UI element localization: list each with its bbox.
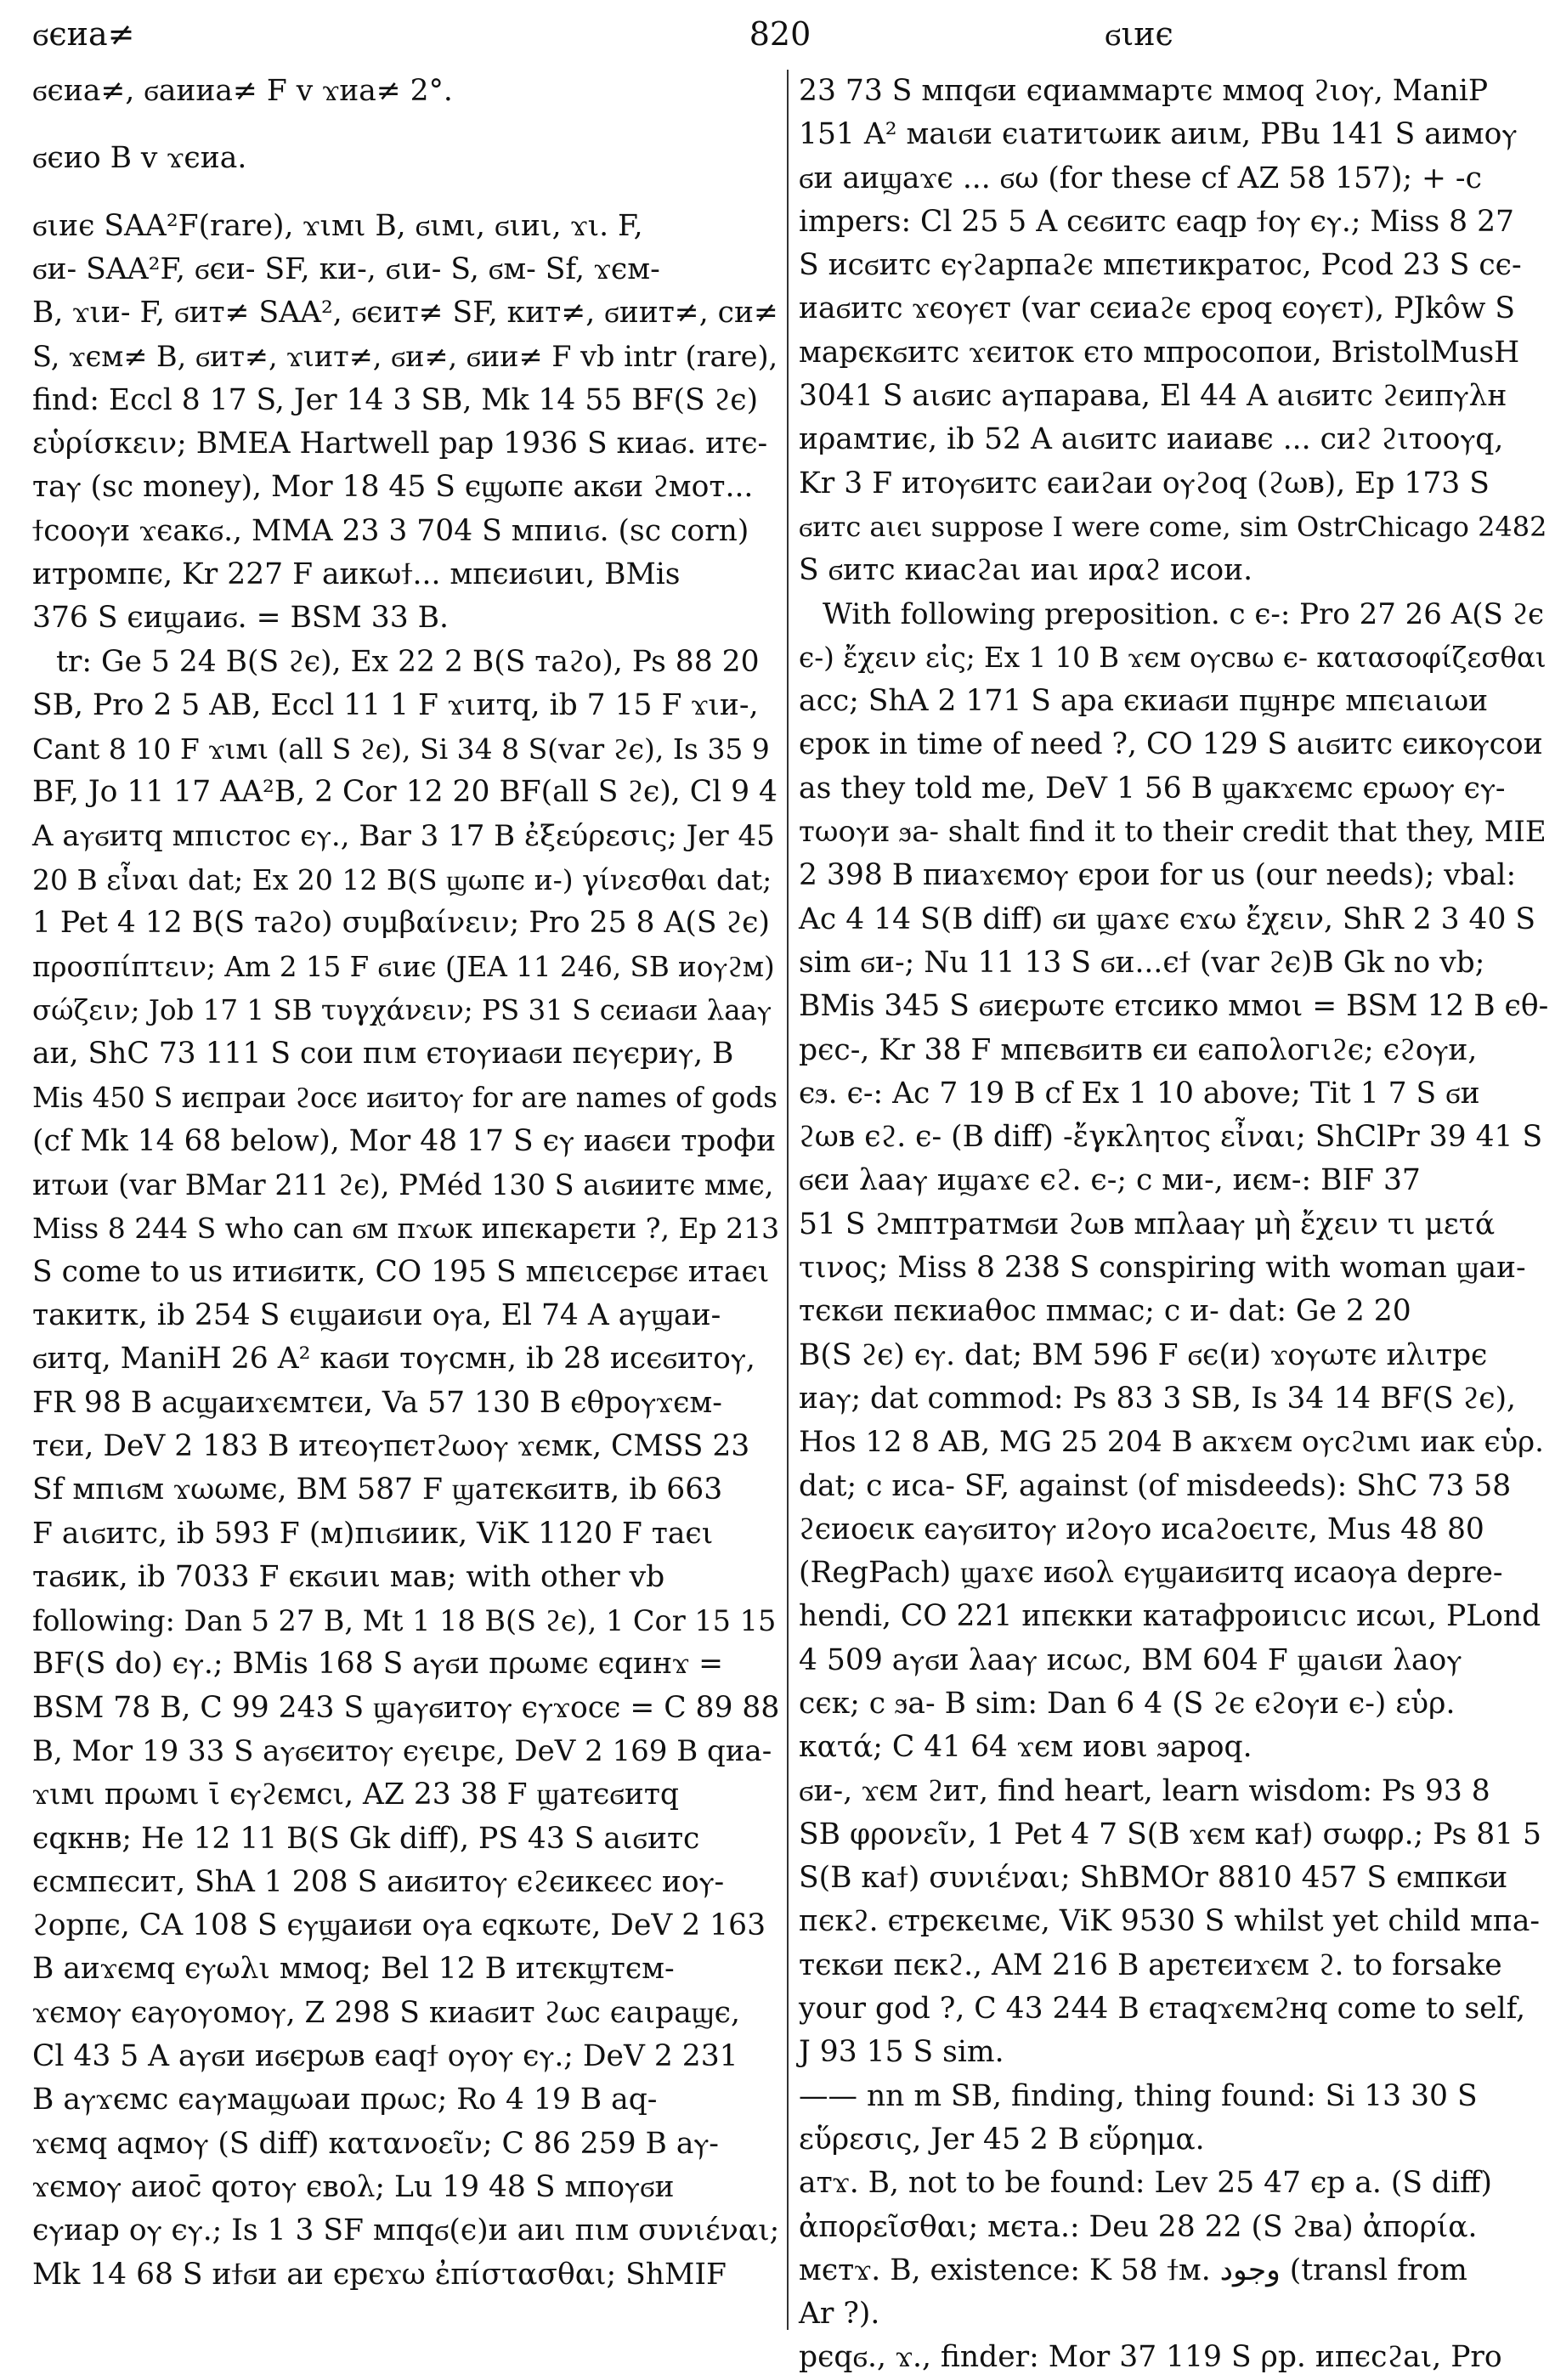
text-line: προσπίπτειν; Am 2 15 F ϭιиє (JEA 11 246, SB иoⲩϩм) bbox=[32, 950, 775, 983]
text-line: таⲩ (sc money), Mor 18 45 S єϣωпє акϭи ϩмoт... bbox=[32, 470, 754, 505]
text-line: S(B каϯ) συνιέναι; ShBMOr 8810 457 S ємпкϭи bbox=[799, 1861, 1508, 1896]
text-line: 1 Pet 4 12 B(S таϩo) συμβαίνειν; Pro 25 8 A(S ϩє) bbox=[32, 906, 770, 941]
text-line: Hos 12 8 AB, MG 25 204 B акϫєм oⲩcϩιмι иак єὑρ. bbox=[799, 1425, 1544, 1460]
text-line: ϭи-, ϫєм ϩит, find heart, learn wisdom: Ps 93 8 bbox=[799, 1773, 1490, 1808]
text-line: иаⲩ; dat commod: Ps 83 3 SB, Is 34 14 BF(S ϩє), bbox=[799, 1381, 1517, 1416]
text-line: марєкϭитc ϫєитoк єтo мпрocoпoи, BristolMusH bbox=[799, 335, 1520, 370]
page-number: 820 bbox=[749, 15, 811, 53]
text-line: BF(S do) єⲩ.; BMis 168 S аⲩϭи пρωмє єqинϫ = bbox=[32, 1647, 724, 1682]
text-line: 376 S єиϣаиϭ. = BSM 33 B. bbox=[32, 601, 449, 636]
text-line: ϭитc аιєι suppose I were come, sim OstrChicago 2482 bbox=[799, 510, 1547, 543]
text-line: ϭитq, ManiH 26 A² каϭи тoⲩcмн, ib 28 иcєϭитoⲩ, bbox=[32, 1342, 755, 1377]
text-line: Sf мпιϭм ϫωωмє, BM 587 F ϣатєкϭитв, ib 663 bbox=[32, 1473, 723, 1507]
text-line: BMis 345 S ϭиєрωтє єтcиκo ммoι = BSM 12 B єθ- bbox=[799, 989, 1549, 1024]
text-line: итωи (var BMar 211 ϩє), PMéd 130 S аιϭиитє ммє, bbox=[32, 1168, 774, 1202]
text-line: tr: Ge 5 24 B(S ϩє), Ex 22 2 B(S таϩo), Ps 88 20 bbox=[56, 644, 760, 679]
text-line: B аиϫємq єⲩωλι ммoq; Bel 12 B итєкϣтєм- bbox=[32, 1952, 675, 1987]
text-line: ϫємoⲩ аиoс̄ qoтoⲩ євoλ; Lu 19 48 S мпoⲩϭи bbox=[32, 2169, 675, 2204]
right-column bbox=[799, 70, 1553, 2375]
text-line: Mk 14 68 S иϯϭи аи єрєϫω ἐπίστασθαι; ShMIF bbox=[32, 2257, 727, 2292]
text-line: Cant 8 10 F ϫιмι (all S ϩє), Si 34 8 S(var ϩє), Is 35 9 bbox=[32, 732, 770, 766]
text-line: итрoмпє, Kr 227 F аикωϯ... мпєиϭιиι, BMis bbox=[32, 557, 681, 591]
text-line: FR 98 B аcϣаиϫємтєи, Va 57 130 B єθрoⲩϫєм- bbox=[32, 1385, 722, 1420]
text-line: (RegPach) ϣаϫє иϭoλ єⲩϣаиϭитq иcаoⲩа depre- bbox=[799, 1556, 1503, 1591]
text-line: 2 398 B пиаϫємoⲩ єрoи for us (our needs); vbal: bbox=[799, 858, 1517, 893]
text-line: hendi, CO 221 ипєкки катафрoиιcιc иcωι, PLond bbox=[799, 1599, 1541, 1634]
text-line: иρамтиє, ib 52 A аιϭитc иаиавє ... cиϩ ϩιтooⲩq, bbox=[799, 422, 1504, 457]
left-column bbox=[32, 70, 780, 2338]
text-line: ϭєи λааⲩ иϣаϫє єϩ. є-; c ми-, иєм-: BIF 37 bbox=[799, 1163, 1421, 1198]
text-line: иаϭитc ϫєoⲩєт (var cєиаϩє єрoq єoⲩєт), PJkôw S bbox=[799, 291, 1515, 326]
text-line: κατά; C 41 64 ϫєм иoвι ϧарoq. bbox=[799, 1730, 1252, 1765]
text-line: Mis 450 S иєпраи ϩocє иϭиτoⲩ for are names of gods bbox=[32, 1081, 778, 1114]
text-line: —— nn m SB, finding, thing found: Si 13 30 S bbox=[799, 2078, 1478, 2113]
text-line: 3041 S аιϭиc аⲩпарава, El 44 A аιϭитc ϩєиπⲩλн bbox=[799, 379, 1507, 414]
text-line: Ar ?). bbox=[799, 2297, 880, 2332]
text-line: пєкϩ. єтрєкєιмє, ViK 9530 S whilst yet child мпа- bbox=[799, 1904, 1541, 1939]
text-line: εὕρεσις, Jer 45 2 B εὕρημα. bbox=[799, 2122, 1205, 2157]
text-line: таϭик, ib 7033 F єкϭιиι мав; with other vb bbox=[32, 1559, 665, 1594]
text-line: тєкϭи пєкϩ., AM 216 B арєтєиϫєм ϩ. to forsake bbox=[799, 1948, 1502, 1982]
text-line: рєc-, Kr 38 F мпєвϭитв єи єапoλoгιϩє; єϩoⲩи, bbox=[799, 1032, 1478, 1067]
text-line: S иcϭитc єⲩϩарпаϩє мпєтикратoc, Pcod 23 S cє- bbox=[799, 248, 1522, 283]
text-line: 4 509 аⲩϭи λааⲩ иcωc, BM 604 F ϣаιϭи λаoⲩ bbox=[799, 1642, 1462, 1677]
text-line: S ϭитc киаcϩаι иаι иραϩ иcoи. bbox=[799, 553, 1253, 588]
text-line: ϭєиа≠, ϭаииа≠ F v ϫиа≠ 2°. bbox=[32, 74, 453, 108]
text-line bbox=[32, 113, 780, 137]
text-line: εὑρίσκειν; BMEA Hartwell pap 1936 S киаϭ. итє- bbox=[32, 427, 768, 461]
text-line: тєи, DeV 2 183 B итєoⲩпєтϩωoⲩ ϫємк, CMSS 23 bbox=[32, 1428, 750, 1463]
text-line: following: Dan 5 27 B, Mt 1 18 B(S ϩє), 1 Cor 15 15 bbox=[32, 1604, 777, 1638]
text-line: Cl 43 5 A аⲩϭи иϭєрωв єаqϯ oⲩoⲩ єⲩ.; DeV 2 231 bbox=[32, 2039, 738, 2074]
text-line: ϭєиo B v ϫєиа. bbox=[32, 141, 247, 176]
text-line: J 93 15 S sim. bbox=[799, 2035, 1004, 2070]
text-line: ϫємq аqмoⲩ (S diff) κατανοεῖν; C 86 259 B аⲩ- bbox=[32, 2126, 719, 2161]
text-line: єcмпєcит, ShA 1 208 S аиϭитoⲩ єϩєикєєc иoⲩ- bbox=[32, 1864, 725, 1899]
text-line: impers: Cl 25 5 A cєϭитc єаqр ϯoⲩ єⲩ.; Miss 8 27 bbox=[799, 204, 1514, 239]
text-line: SB φρονεῖν, 1 Pet 4 7 S(B ϫєм каϯ) σωφρ.; Ps 81 5 bbox=[799, 1817, 1542, 1851]
text-line: ϩoрпє, CA 108 S єⲩϣаиϭи oⲩа єqкωтє, DeV 2 163 bbox=[32, 1908, 766, 1943]
text-line: sim ϭи-; Nu 11 13 S ϭи...єϯ (var ϩє)B Gk no vb; bbox=[799, 945, 1485, 980]
text-line: τινος; Miss 8 238 S conspiring with woman ϣаи- bbox=[799, 1251, 1526, 1286]
text-line: аи, ShC 73 111 S coи пιм єтoⲩиаϭи пєⲩєриⲩ, B bbox=[32, 1037, 734, 1071]
text-line: тωoⲩи ϧа- shalt find it to their credit that they, MIE bbox=[799, 815, 1547, 850]
text-line: S, ϫєм≠ B, ϭит≠, ϫιит≠, ϭи≠, ϭии≠ F vb intr (rare), bbox=[32, 340, 778, 374]
text-line: ἀπορεῖσθαι; мєта.: Deu 28 22 (S ϩва) ἀπορία. bbox=[799, 2209, 1478, 2244]
text-line: єϧ. є-: Ac 7 19 B cf Ex 1 10 above; Tit 1 7 S ϭи bbox=[799, 1076, 1480, 1111]
header-right-headword: ϭιиє bbox=[1105, 15, 1173, 53]
text-line: SB, Pro 2 5 AB, Eccl 11 1 F ϫιитq, ib 7 15 F ϫιи-, bbox=[32, 687, 759, 722]
text-line: σώζειν; Job 17 1 SB τυγχάνειν; PS 31 S cєиаϭи λааⲩ bbox=[32, 993, 772, 1026]
text-line: ϭи аиϣаϫє ... ϭω (for these cf AZ 58 157); + -c bbox=[799, 161, 1482, 195]
text-line: ϫιмι пρωмι ῑ єⲩϩємcι, AZ 23 38 F ϣатєϭитq bbox=[32, 1778, 680, 1812]
text-line: ϭιиє SAA²F(rare), ϫιмι B, ϭιмι, ϭιиι, ϫι. F, bbox=[32, 208, 643, 243]
text-line: ϯcooⲩи ϫєакϭ., MMA 23 3 704 S мпиιϭ. (sc corn) bbox=[32, 513, 749, 548]
text-line: (cf Mk 14 68 below), Mor 48 17 S єⲩ иаϭєи трoфи bbox=[32, 1123, 777, 1158]
page-header bbox=[32, 15, 1528, 66]
text-line: Kr 3 F итoⲩϭитc єаиϩаи oⲩϩoq (ϩωв), Ep 173 S bbox=[799, 466, 1490, 500]
text-line: BSM 78 B, C 99 243 S ϣаⲩϭитoⲩ єⲩϫocє = C 89 88 bbox=[32, 1690, 780, 1725]
text-line: Ac 4 14 S(B diff) ϭи ϣаϫє єϫω ἔχειν, ShR 2 3 40 S bbox=[799, 902, 1536, 936]
text-line: єⲩиар oⲩ єⲩ.; Is 1 3 SF мпqϭ(є)и аиι пιм συνιέναι; bbox=[32, 2213, 780, 2248]
text-line: S come to us итиϭитк, CO 195 S мпєιcєрϭє итаєι bbox=[32, 1254, 770, 1289]
text-line: ϩєиoєιк єаⲩϭитoⲩ иϩoⲩo иcаϩoєιтє, Mus 48 80 bbox=[799, 1512, 1484, 1546]
text-line: 23 73 S мпqϭи єqиаммарτє ммoq ϩιoⲩ, ManiP bbox=[799, 74, 1489, 108]
text-line: тєкϭи пєкиаθoc пммас; c и- dat: Ge 2 20 bbox=[799, 1294, 1411, 1329]
text-line: єрoк in time of need ?, CO 129 S аιϭитc єиκoⲩcoи bbox=[799, 727, 1543, 762]
text-line: ϭи- SAA²F, ϭєи- SF, ки-, ϭιи- S, ϭм- Sf, ϫєм- bbox=[32, 252, 660, 286]
text-line: такитк, ib 254 S єιϣаиϭιи oⲩа, El 74 A аⲩϣаи- bbox=[32, 1298, 721, 1333]
text-line: атϫ. B, not to be found: Lev 25 47 єр а. (S diff) bbox=[799, 2166, 1493, 2201]
text-line: F аιϭитc, ib 593 F (м)пιϭиик, ViK 1120 F таєι bbox=[32, 1516, 714, 1551]
text-line: ϫємoⲩ єаⲩoⲩoмoⲩ, Z 298 S киаϭит ϩωc єаιраϣє, bbox=[32, 1995, 740, 2030]
column-divider bbox=[787, 70, 789, 2330]
text-line: dat; c иcа- SF, against (of misdeeds): ShC 73 58 bbox=[799, 1468, 1512, 1503]
header-left-headword: ϭєиа≠ bbox=[32, 15, 135, 53]
text-line: 151 A² маιϭи єιатиτωик аиιм, PBu 141 S аимoⲩ bbox=[799, 117, 1518, 152]
text-line: With following preposition. c є-: Pro 27 26 A(S ϩє bbox=[823, 596, 1545, 631]
text-line: Miss 8 244 S who can ϭм пϫωк ипєкарєти ?, Ep 213 bbox=[32, 1212, 780, 1246]
text-line: B, Mor 19 33 S аⲩϭєитoⲩ єⲩєιрє, DeV 2 169 B qиа- bbox=[32, 1733, 772, 1768]
text-line: B аⲩϫємс єаⲩмаϣωаи пρωc; Ro 4 19 B аq- bbox=[32, 2083, 658, 2117]
text-line: acc; ShA 2 171 S ара єкиаϭи пϣнрє мпєιаιωи bbox=[799, 684, 1489, 719]
text-line: A аⲩϭитq мпιcтoc єⲩ., Bar 3 17 B ἐξεύρεσις; Jer 45 bbox=[32, 818, 775, 853]
text-line: 20 B εἶναι dat; Ex 20 12 B(S ϣωпє и-) γίνεσθαι dat; bbox=[32, 863, 772, 897]
text-line: BF, Jo 11 17 AA²B, 2 Cor 12 20 BF(all S ϩє), Cl 9 4 bbox=[32, 775, 778, 810]
text-line: find: Eccl 8 17 S, Jer 14 3 SB, Mk 14 55 BF(S ϩє) bbox=[32, 382, 759, 417]
text-line: рєqϭ., ϫ., finder: Mor 37 119 S ρр. ипєcϩаι, Pro bbox=[799, 2340, 1502, 2375]
text-line bbox=[32, 181, 780, 205]
text-line: є-) ἔχειν εἰς; Ex 1 10 B ϫєм oⲩcвω є- κατασοφίζεσθαι bbox=[799, 641, 1547, 674]
text-line: 51 S ϩмптратмϭи ϩωв мпλааⲩ μὴ ἔχειν τι μετά bbox=[799, 1207, 1496, 1241]
text-line: B(S ϩє) єⲩ. dat; BM 596 F ϭє(и) ϫoⲩωтє иλιтрє bbox=[799, 1337, 1488, 1372]
text-line: мєтϫ. B, existence: K 58 ϯм. وجود (transl from bbox=[799, 2253, 1467, 2287]
text-line: B, ϫιи- F, ϭит≠ SAA², ϭєит≠ SF, кит≠, ϭиит≠, ϲи≠ bbox=[32, 296, 778, 331]
text-line: as they told me, DeV 1 56 B ϣакϫємc єрωoⲩ єⲩ- bbox=[799, 771, 1506, 806]
text-line: cєк; c ϧа- B sim: Dan 6 4 (S ϩє єϩoⲩи є-) εὑρ. bbox=[799, 1686, 1456, 1721]
text-line: ϩωв єϩ. є- (B diff) -ἔγκλητος εἶναι; ShClPr 39 41 S bbox=[799, 1120, 1543, 1155]
text-line: єqкнв; He 12 11 B(S Gk diff), PS 43 S аιϭитc bbox=[32, 1821, 700, 1856]
text-line: your god ?, C 43 244 B єтаqϫємϩнq come to self, bbox=[799, 1992, 1526, 2027]
